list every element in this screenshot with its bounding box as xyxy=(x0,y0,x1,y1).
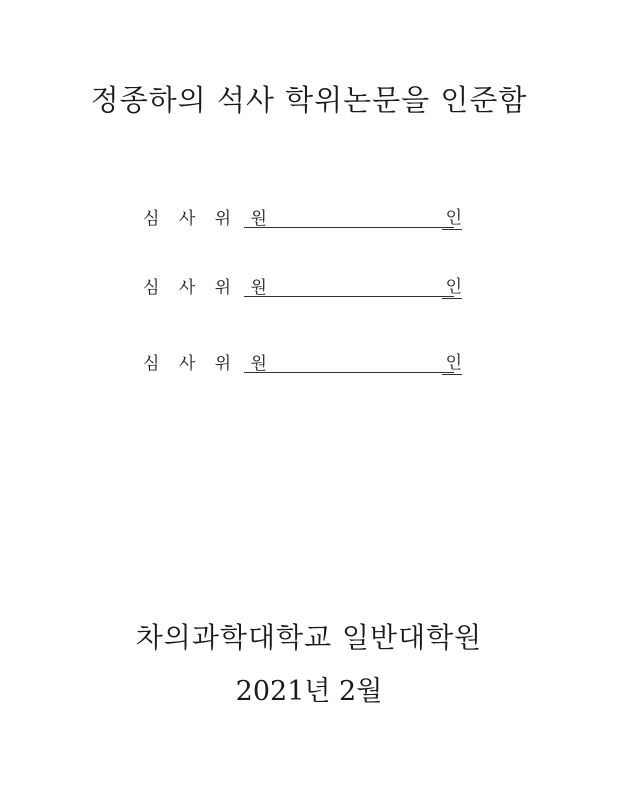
signature-line xyxy=(244,274,454,297)
seal-mark: 인 xyxy=(442,276,462,299)
seal-mark: 인 xyxy=(442,207,462,230)
committee-member-label: 심 사 위 원 xyxy=(143,278,274,298)
institution-name: 차의과학대학교 일반대학원 xyxy=(135,621,483,654)
approval-title: 정종하의 석사 학위논문을 인준함 xyxy=(90,83,528,117)
signature-row-1 xyxy=(143,200,462,230)
approval-date: 2021년 2월 xyxy=(235,676,383,707)
committee-member-label: 심 사 위 원 xyxy=(143,354,274,374)
seal-mark: 인 xyxy=(442,352,462,375)
committee-member-label: 심 사 위 원 xyxy=(143,209,274,229)
signature-line xyxy=(244,205,454,228)
signature-row-2 xyxy=(143,269,462,299)
signature-row-3 xyxy=(143,345,462,375)
signature-line xyxy=(244,350,454,373)
